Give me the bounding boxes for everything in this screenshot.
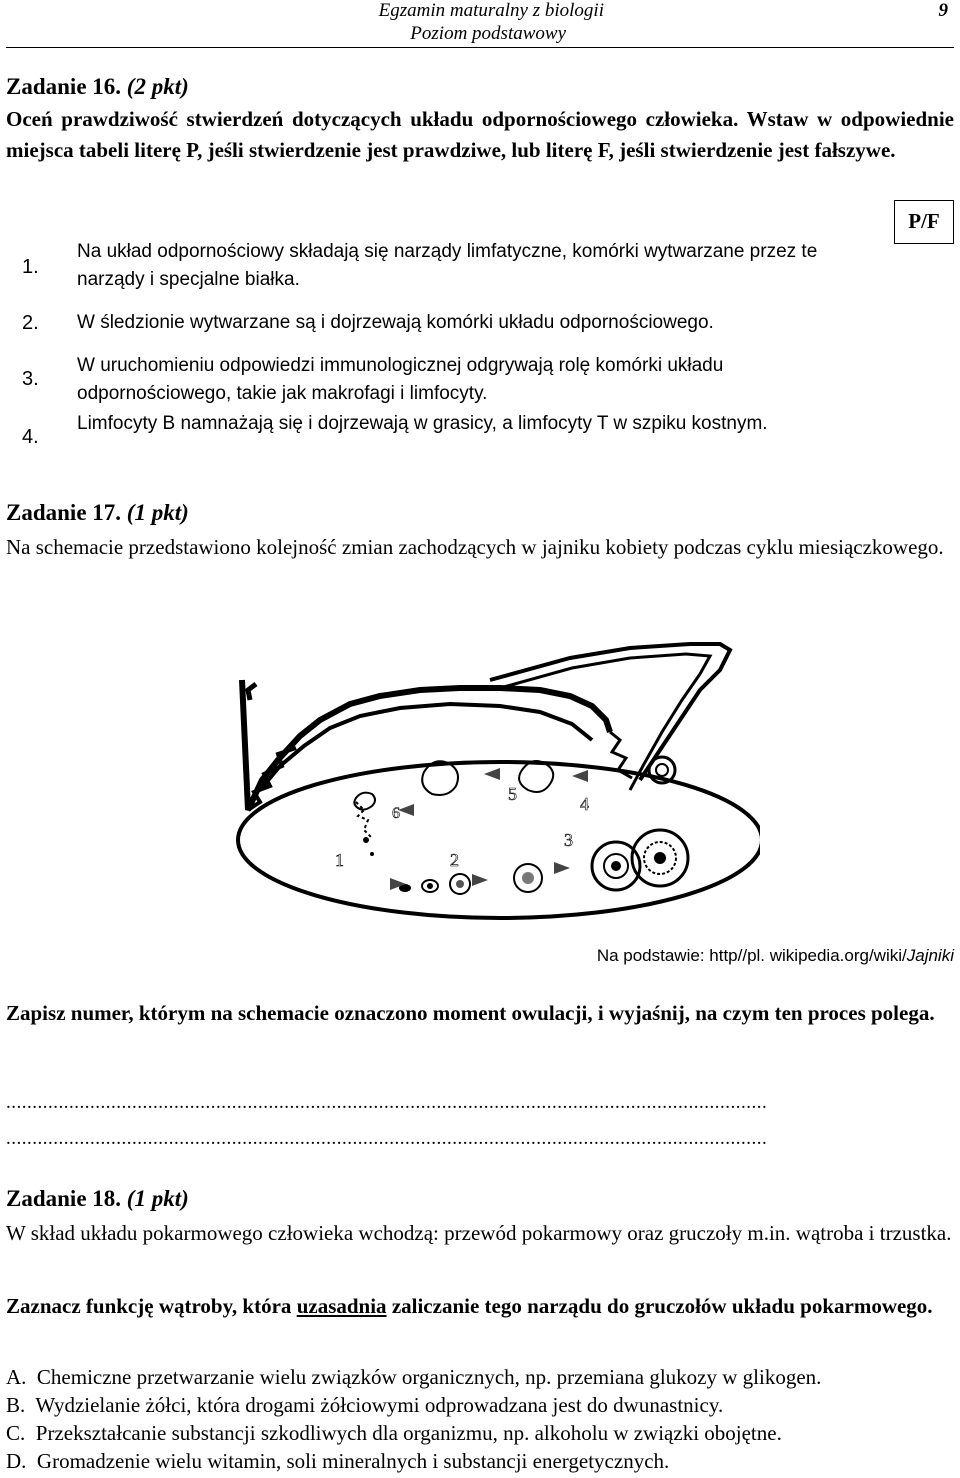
diagram-label-5: 5	[508, 784, 517, 804]
ovary-cycle-diagram	[200, 640, 760, 950]
fragment-2	[370, 852, 374, 856]
arrow-2	[484, 768, 500, 780]
statement-3-number: 3.	[22, 368, 39, 390]
option-d-text: Gromadzenie wielu witamin, soli mineralnych i substancji energetycznych.	[36, 1449, 670, 1473]
tube-outer-loop	[490, 644, 730, 780]
statement-2-text: W śledzionie wytwarzane są i dojrzewają komórki układu odpornościowego.	[77, 312, 714, 333]
follicle-mature-2-core	[654, 852, 666, 864]
ovulated-oocyte-inner	[656, 764, 668, 776]
diagram-label-2: 2	[450, 850, 459, 870]
pf-header: P/F	[894, 200, 954, 244]
fragment-1	[363, 837, 369, 843]
exam-level: Poziom podstawowy	[410, 23, 566, 44]
answer-line-2[interactable]: .................................................................................................................................................	[6, 1128, 768, 1149]
question-underlined: uzasadnia	[296, 1294, 387, 1318]
option-b-text: Wydzielanie żółci, która drogami żółciowymi odprowadzana jest do dwunastnicy.	[35, 1393, 724, 1417]
task16-points: (2 pkt)	[126, 74, 189, 99]
exam-title: Egzamin maturalny z biologii	[378, 0, 604, 21]
follicle-growing-core	[522, 872, 534, 884]
statement-3-text: W uruchomieniu odpowiedzi immunologicznej odgrywają rolę komórki układu odpornościowego, takie jak makrofagi i limfocyty.	[77, 355, 724, 404]
option-b-letter: B.	[6, 1393, 26, 1417]
task18-points: (1 pkt)	[126, 1186, 189, 1211]
option-d-letter: D.	[6, 1449, 27, 1473]
statement-4-text: Limfocyty B namnażają się i dojrzewają w grasicy, a limfocyty T w szpiku kostnym.	[77, 413, 768, 434]
option-d[interactable]	[6, 1446, 669, 1476]
diagram-label-6: 6	[392, 805, 400, 822]
corpus-luteum-1	[519, 761, 553, 792]
statement-1-number: 1.	[22, 256, 39, 278]
source-prefix: Na podstawie: http//pl. wikipedia.org/wiki/	[596, 946, 907, 965]
task16-title	[6, 74, 189, 100]
arrow-6	[554, 862, 570, 874]
statement-2-number: 2.	[22, 312, 39, 334]
arrow-5	[472, 874, 488, 886]
task18-question	[6, 1291, 954, 1322]
follicle-medium-core	[456, 880, 464, 888]
task17-title	[6, 500, 189, 526]
source-italic: Jajniki	[906, 946, 954, 965]
task18-title	[6, 1186, 189, 1212]
arrow-1	[398, 804, 414, 816]
corpus-albicans	[354, 793, 375, 810]
question-part1: Zaznacz funkcję wątroby, która	[6, 1294, 297, 1318]
diagram-source	[597, 946, 954, 966]
option-c[interactable]	[6, 1418, 782, 1448]
follicle-mature-1-core	[611, 861, 621, 871]
task17-points: (1 pkt)	[126, 500, 189, 525]
corpus-luteum-2	[422, 761, 458, 795]
diagram-label-3: 3	[564, 830, 573, 850]
statement-1-text: Na układ odpornościowy składają się narządy limfatyczne, komórki wytwarzane przez te narządy i specjalne białka.	[77, 241, 818, 290]
option-c-text: Przekształcanie substancji szkodliwych dla organizmu, np. alkoholu w związki obojętne.	[35, 1421, 782, 1445]
header-rule	[6, 47, 954, 48]
page-number: 9	[938, 0, 948, 21]
option-a[interactable]	[6, 1362, 821, 1392]
task18-intro: W skład układu pokarmowego człowieka wchodzą: przewód pokarmowy oraz gruczoły m.in. wątroba i trzustka.	[6, 1221, 952, 1245]
task17-intro: Na schemacie przedstawiono kolejność zmian zachodzących w jajniku kobiety podczas cyklu miesiączkowego.	[6, 535, 944, 559]
follicle-small-2-core	[427, 883, 433, 889]
diagram-label-1: 1	[335, 850, 344, 870]
diagram-label-4: 4	[580, 794, 589, 814]
task16-instruction: Oceń prawdziwość stwierdzeń dotyczących układu odpornościowego człowieka. Wstaw w odpowiednie miejsca tabeli literę P, jeśli stwierdzenie jest prawdziwe, lub literę F, jeśli stwierdzenie jest fałszywe.	[6, 107, 954, 162]
option-a-letter: A.	[6, 1365, 27, 1389]
arrow-3	[572, 770, 588, 782]
option-c-letter: C.	[6, 1421, 26, 1445]
option-b[interactable]	[6, 1390, 723, 1420]
question-part2: zaliczanie tego narządu do gruczołów układu pokarmowego.	[386, 1294, 933, 1318]
task17-question: Zapisz numer, którym na schemacie oznaczono moment owulacji, i wyjaśnij, na czym ten proces polega.	[6, 1001, 935, 1025]
task16-title-text: Zadanie 16.	[6, 74, 122, 99]
task18-title-text: Zadanie 18.	[6, 1186, 122, 1211]
option-a-text: Chemiczne przetwarzanie wielu związków organicznych, np. przemiana glukozy w glikogen.	[36, 1365, 822, 1389]
task17-title-text: Zadanie 17.	[6, 500, 122, 525]
tube-inner-wall	[260, 704, 592, 790]
tube-tip	[248, 684, 256, 700]
statement-4-number: 4.	[22, 426, 39, 448]
answer-line-1[interactable]: .................................................................................................................................................	[6, 1092, 768, 1113]
